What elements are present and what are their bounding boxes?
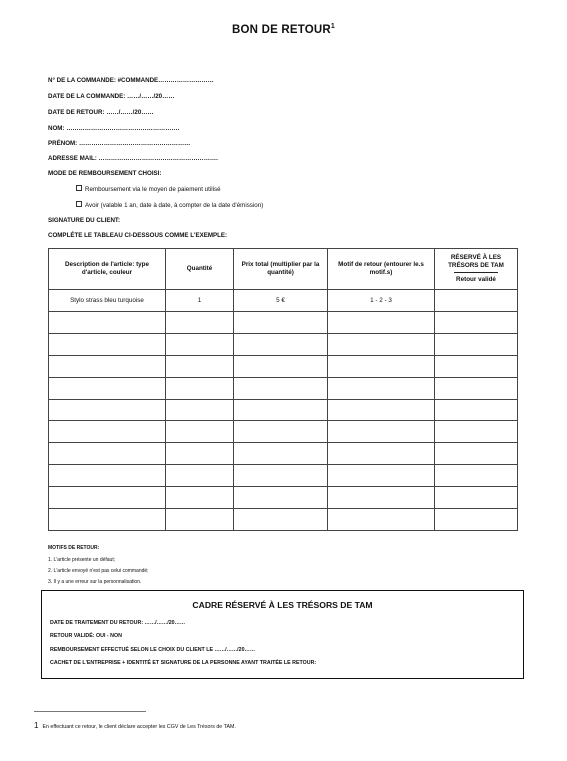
table-cell[interactable] — [435, 399, 518, 421]
table-row — [49, 421, 518, 443]
header-reserved — [435, 249, 518, 290]
motif-item: 2. L'article envoyé n'est pas celui commandé; — [48, 568, 149, 574]
table-cell[interactable] — [435, 465, 518, 487]
table-cell[interactable] — [328, 465, 435, 487]
signature-label: SIGNATURE DU CLIENT: — [48, 217, 121, 224]
motifs-heading: MOTIFS DE RETOUR: — [48, 545, 100, 551]
order-date-field: DATE DE LA COMMANDE: ……/……/20…… — [48, 93, 175, 100]
table-cell[interactable] — [234, 355, 328, 377]
table-cell[interactable] — [234, 399, 328, 421]
table-cell[interactable] — [166, 311, 234, 333]
table-cell[interactable] — [435, 487, 518, 509]
first-name-field: PRÉNOM: ……………………………………………… — [48, 140, 191, 147]
table-cell[interactable] — [328, 399, 435, 421]
table-cell[interactable] — [234, 421, 328, 443]
reserved-frame — [41, 590, 524, 679]
cell-return-validated[interactable] — [435, 290, 518, 312]
table-cell[interactable] — [49, 355, 166, 377]
reserved-header-title: RÉSERVÉ À LES TRÉSORS DE TAM — [448, 253, 504, 269]
cell-total-price[interactable]: 5 € — [234, 290, 328, 312]
table-row — [49, 509, 518, 531]
table-cell[interactable] — [49, 399, 166, 421]
page-title — [0, 24, 567, 36]
return-validated-line: RETOUR VALIDÉ: OUI - NON — [50, 633, 122, 639]
return-date-field: DATE DE RETOUR: ……/……/20…… — [48, 109, 154, 116]
table-row — [49, 399, 518, 421]
table-cell[interactable] — [49, 509, 166, 531]
title-footnote-mark: 1 — [330, 23, 335, 31]
title-text: BON DE RETOUR — [232, 24, 331, 36]
table-body — [49, 290, 518, 531]
table-cell[interactable] — [328, 443, 435, 465]
checkbox-icon[interactable] — [76, 201, 82, 207]
table-cell[interactable] — [328, 421, 435, 443]
table-cell[interactable] — [49, 333, 166, 355]
table-cell[interactable] — [435, 421, 518, 443]
refund-option-original-payment[interactable] — [76, 185, 221, 193]
table-cell[interactable] — [49, 443, 166, 465]
refund-done-line: REMBOURSEMENT EFFECTUÉ SELON LE CHOIX DU CLIENT LE ……/……/20…… — [50, 647, 256, 653]
header-total-price: Prix total (multiplier par la quantité) — [234, 249, 328, 290]
table-cell[interactable] — [49, 487, 166, 509]
table-cell[interactable] — [166, 465, 234, 487]
cell-quantity[interactable]: 1 — [166, 290, 234, 312]
table-cell[interactable] — [166, 443, 234, 465]
table-row — [49, 333, 518, 355]
order-number-field: N° DE LA COMMANDE: #COMMANDE……………………… — [48, 77, 214, 84]
last-name-field: NOM: ………………………………………………. — [48, 125, 180, 132]
table-instruction: COMPLÉTE LE TABLEAU CI-DESSOUS COMME L'EXEMPLE: — [48, 232, 228, 239]
table-cell[interactable] — [234, 311, 328, 333]
table-row — [49, 465, 518, 487]
table-cell[interactable] — [328, 311, 435, 333]
footnote-divider — [34, 711, 146, 712]
cell-return-reason[interactable]: 1 - 2 - 3 — [328, 290, 435, 312]
table-cell[interactable] — [234, 443, 328, 465]
reserved-header-divider — [454, 272, 498, 273]
table-cell[interactable] — [166, 509, 234, 531]
table-cell[interactable] — [49, 311, 166, 333]
header-quantity: Quantité — [166, 249, 234, 290]
table-cell[interactable] — [435, 443, 518, 465]
refund-option-credit-note[interactable] — [76, 201, 263, 209]
table-cell[interactable] — [49, 465, 166, 487]
table-cell[interactable] — [49, 377, 166, 399]
header-return-reason: Motif de retour (entourer le.s motif.s) — [328, 249, 435, 290]
table-cell[interactable] — [166, 399, 234, 421]
motif-item: 3. Il y a une erreur sur la personnalisation. — [48, 579, 142, 585]
return-items-table — [48, 248, 518, 531]
table-cell[interactable] — [166, 421, 234, 443]
checkbox-icon[interactable] — [76, 185, 82, 191]
email-field: ADRESSE MAIL: …………………………………………………. — [48, 155, 218, 162]
footnote-mark: 1 — [34, 721, 39, 730]
table-cell[interactable] — [234, 509, 328, 531]
refund-option-label: Remboursement via le moyen de paiement utilisé — [85, 186, 221, 193]
table-header-row — [49, 249, 518, 290]
footnote-text: En effectuant ce retour, le client déclare accepter les CGV de Les Trésors de TAM. — [42, 724, 236, 730]
table-cell[interactable] — [328, 333, 435, 355]
table-cell[interactable] — [234, 465, 328, 487]
table-cell[interactable] — [435, 377, 518, 399]
table-cell[interactable] — [166, 377, 234, 399]
footnote — [34, 721, 236, 730]
table-cell[interactable] — [328, 487, 435, 509]
table-cell[interactable] — [166, 333, 234, 355]
table-cell[interactable] — [435, 355, 518, 377]
header-description: Description de l'article: type d'article, couleur — [49, 249, 166, 290]
table-cell[interactable] — [234, 377, 328, 399]
table-cell[interactable] — [328, 355, 435, 377]
table-row — [49, 377, 518, 399]
table-cell[interactable] — [435, 333, 518, 355]
cell-description[interactable]: Stylo strass bleu turquoise — [49, 290, 166, 312]
motif-item: 1. L'article présente un défaut; — [48, 557, 116, 563]
table-cell[interactable] — [166, 355, 234, 377]
table-cell[interactable] — [328, 509, 435, 531]
refund-option-label: Avoir (valable 1 an, date à date, à compter de la date d'émission) — [85, 202, 264, 209]
table-row — [49, 355, 518, 377]
table-cell[interactable] — [234, 487, 328, 509]
reserved-header-sub: Retour validé — [456, 276, 496, 284]
table-cell[interactable] — [49, 421, 166, 443]
table-row-example — [49, 290, 518, 312]
table-cell[interactable] — [435, 509, 518, 531]
table-cell[interactable] — [328, 377, 435, 399]
table-row — [49, 443, 518, 465]
reserved-frame-title: CADRE RÉSERVÉ À LES TRÉSORS DE TAM — [192, 600, 373, 610]
table-cell[interactable] — [166, 487, 234, 509]
stamp-signature-line: CACHET DE L'ENTREPRISE + IDENTITÉ ET SIGNATURE DE LA PERSONNE AYANT TRAITÉE LE RETOUR: — [50, 660, 317, 666]
table-row — [49, 487, 518, 509]
table-row — [49, 311, 518, 333]
table-cell[interactable] — [234, 333, 328, 355]
refund-mode-label: MODE DE REMBOURSEMENT CHOISI: — [48, 170, 162, 177]
table-cell[interactable] — [435, 311, 518, 333]
processing-date-line: DATE DE TRAITEMENT DU RETOUR: ……/……/20…… — [50, 620, 186, 626]
